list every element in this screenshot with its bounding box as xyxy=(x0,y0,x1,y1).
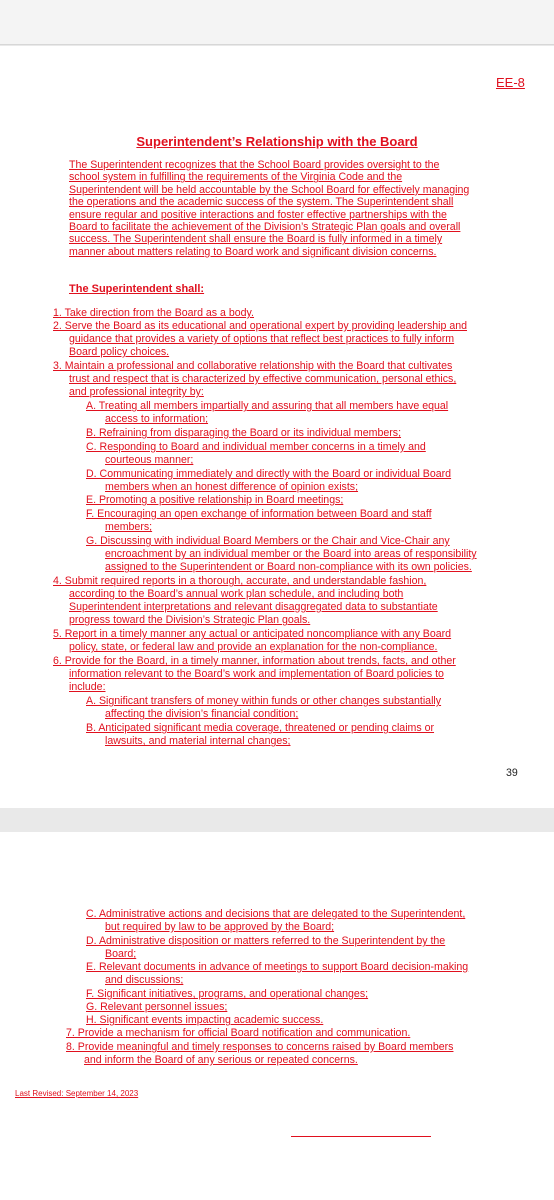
sub-item-6c: C. Administrative actions and decisions that are delegated to the Superintendent, xyxy=(86,908,466,920)
sub-item-3g: G. Discussing with individual Board Members or the Chair and Vice-Chair any xyxy=(86,535,450,547)
list-item-7: 7. Provide a mechanism for official Board notification and communication. xyxy=(66,1027,411,1039)
sub-item-3a: A. Treating all members impartially and assuring that all members have equal xyxy=(86,400,449,412)
sub-item-6a-cont: affecting the division’s financial condition; xyxy=(105,708,299,720)
sub-item-3c-cont: courteous manner; xyxy=(105,454,194,466)
sub-item-3c: C. Responding to Board and individual member concerns in a timely and xyxy=(86,441,426,453)
list-item-2: 2. Serve the Board as its educational and operational expert by providing leadership and xyxy=(53,320,468,332)
intro-line: Board to facilitate the achievement of the Division’s Strategic Plan goals and overall xyxy=(69,221,461,234)
last-revised-date: Last Revised: September 14, 2023 xyxy=(15,1089,139,1098)
sub-item-6e-cont: and discussions; xyxy=(105,974,184,986)
sub-item-6a: A. Significant transfers of money within funds or other changes substantially xyxy=(86,695,442,707)
sub-item-3f-cont: members; xyxy=(105,521,153,533)
sub-item-6b: B. Anticipated significant media coverage, threatened or pending claims or xyxy=(86,722,435,734)
page-number: 39 xyxy=(506,767,518,779)
list-item-4-cont: progress toward the Division’s Strategic Plan goals. xyxy=(69,614,311,626)
intro-line: success. The Superintendent shall ensure the Board is fully informed in a timely xyxy=(69,233,443,246)
sub-item-3f: F. Encouraging an open exchange of information between Board and staff xyxy=(86,508,432,520)
intro-line: school system in fulfilling the requirements of the Virginia Code and the xyxy=(69,171,403,184)
list-item-1: 1. Take direction from the Board as a body. xyxy=(53,307,255,319)
list-item-6-cont: information relevant to the Board’s work and implementation of Board policies to xyxy=(69,668,444,680)
sub-item-3b: B. Refraining from disparaging the Board or its individual members; xyxy=(86,427,402,439)
sub-item-6c-cont: but required by law to be approved by the Board; xyxy=(105,921,335,933)
list-item-4-cont: according to the Board’s annual work plan schedule, and including both xyxy=(69,588,404,600)
sub-item-3d: D. Communicating immediately and directly with the Board or individual Board xyxy=(86,468,452,480)
sub-item-6h: H. Significant events impacting academic success. xyxy=(86,1014,324,1026)
list-item-2-cont: Board policy choices. xyxy=(69,346,170,358)
signature-line xyxy=(291,1136,431,1137)
sub-item-6d-cont: Board; xyxy=(105,948,137,960)
list-item-3-cont: and professional integrity by: xyxy=(69,386,204,398)
sub-item-6d: D. Administrative disposition or matters referred to the Superintendent by the xyxy=(86,935,446,947)
page-title: Superintendent’s Relationship with the Board xyxy=(136,134,418,149)
section-heading: The Superintendent shall: xyxy=(69,283,205,295)
sub-item-6f: F. Significant initiatives, programs, and operational changes; xyxy=(86,988,369,1000)
intro-line: Superintendent will be held accountable by the School Board for effectively managing xyxy=(69,183,470,196)
list-item-2-cont: guidance that provides a variety of options that reflect best practices to fully inform xyxy=(69,333,455,345)
list-item-4: 4. Submit required reports in a thorough, accurate, and understandable fashion, xyxy=(53,575,427,587)
sub-item-3d-cont: members when an honest difference of opinion exists; xyxy=(105,481,359,493)
sub-item-6g: G. Relevant personnel issues; xyxy=(86,1001,228,1013)
sub-item-3g-cont: assigned to the Superintendent or Board non-compliance with its own policies. xyxy=(105,561,472,573)
list-item-3: 3. Maintain a professional and collaborative relationship with the Board that cultivates xyxy=(53,360,453,372)
list-item-8: 8. Provide meaningful and timely responses to concerns raised by Board members xyxy=(66,1041,454,1053)
list-item-4-cont: Superintendent interpretations and relevant disaggregated data to substantiate xyxy=(69,601,438,613)
list-item-5-cont: policy, state, or federal law and provide an explanation for the non-compliance. xyxy=(69,641,438,653)
list-item-6-cont: include: xyxy=(69,681,106,693)
list-item-3-cont: trust and respect that is characterized by effective communication, personal ethics, xyxy=(69,373,457,385)
sub-item-3g-cont: encroachment by an individual member or the Board into areas of responsibility xyxy=(105,548,477,560)
sub-item-3a-cont: access to information; xyxy=(105,413,209,425)
list-item-8-cont: and inform the Board of any serious or repeated concerns. xyxy=(84,1054,358,1066)
sub-item-3e: E. Promoting a positive relationship in Board meetings; xyxy=(86,494,344,506)
list-item-5: 5. Report in a timely manner any actual or anticipated noncompliance with any Board xyxy=(53,628,452,640)
list-item-6: 6. Provide for the Board, in a timely manner, information about trends, facts, and other xyxy=(53,655,456,667)
document-code: EE-8 xyxy=(496,75,525,90)
intro-paragraph xyxy=(69,159,519,258)
intro-line: The Superintendent recognizes that the School Board provides oversight to the xyxy=(69,159,440,171)
intro-line: manner about matters relating to Board work and significant division concerns. xyxy=(69,245,437,258)
previous-page-strip xyxy=(0,0,554,45)
intro-line: the operations and the academic success of the system. The Superintendent shall xyxy=(69,196,454,209)
sub-item-6b-cont: lawsuits, and material internal changes; xyxy=(105,735,291,747)
intro-line: ensure regular and positive interactions and foster effective partnerships with the xyxy=(69,208,447,221)
sub-item-6e: E. Relevant documents in advance of meetings to support Board decision-making xyxy=(86,961,469,973)
